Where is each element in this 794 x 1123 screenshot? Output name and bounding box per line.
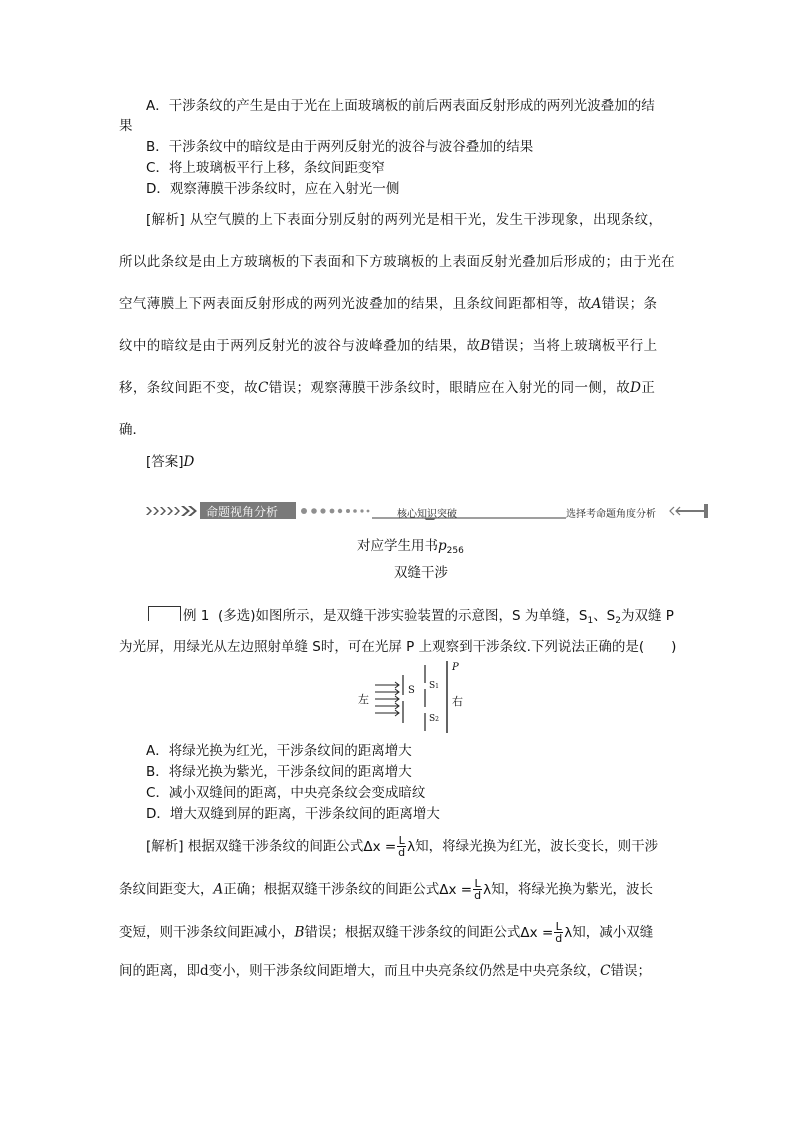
analysis-text: 知，将绿光换为红光，波长变长，则干涉 [415, 838, 659, 855]
option-c-prev [146, 160, 385, 176]
analysis-line-5 [119, 380, 655, 396]
option-a-prev-cont: 果 [119, 118, 133, 134]
analysis2-line-2 [119, 878, 653, 901]
option-letter: B [146, 139, 156, 155]
fraction-numerator: L [555, 920, 562, 933]
analysis-tag: [解析] [146, 838, 184, 855]
example-text: (多选)如图所示，是双缝干涉实验装置的示意图，S 为单缝，S [217, 608, 588, 624]
example-label: 例 1 [183, 608, 210, 624]
chevron-arrows-icon [146, 506, 197, 516]
option-letter: B [146, 764, 156, 780]
option-letter: D [146, 181, 157, 197]
option-a [146, 743, 412, 759]
formula-fraction [473, 878, 482, 901]
analysis-tag: [解析] [146, 212, 186, 228]
example-bracket [148, 606, 181, 621]
formula-lambda: λ [407, 838, 416, 855]
book-reference [357, 538, 464, 559]
option-ref: A [591, 296, 602, 312]
fraction-denominator: d [474, 889, 482, 902]
example-line-1 [183, 608, 674, 629]
page-prefix: p [438, 538, 447, 554]
label-s2-sub: 2 [435, 716, 439, 723]
label-p: P [452, 662, 459, 673]
option-text: ．将绿光换为红光，干涉条纹间的距离增大 [155, 743, 412, 759]
label-right: 右 [452, 695, 463, 708]
label-s2-main: S [429, 714, 436, 724]
option-letter: A [146, 98, 156, 114]
option-ref: A [213, 881, 224, 898]
label-s1-sub: 1 [435, 683, 439, 690]
option-letter: C [146, 785, 156, 801]
page-number: 256 [446, 546, 464, 556]
analysis-text: 间的距离，即 [119, 963, 200, 979]
answer-tag: [答案] [146, 454, 184, 470]
option-ref: C [600, 963, 611, 979]
banner-left-label: 命题视角分析 [206, 505, 279, 519]
analysis-text: 错误；观察薄膜干涉条纹时，眼睛应在入射光的同一侧，故 [268, 380, 631, 396]
light-rays [375, 682, 399, 716]
analysis-line-1 [146, 212, 662, 228]
analysis-text: 空气薄膜上下两表面反射形成的两列光波叠加的结果，且条纹间距都相等，故 [119, 296, 592, 312]
analysis-line-6: 确． [119, 422, 146, 438]
fraction-numerator: L [398, 834, 405, 847]
reference-text: 对应学生用书 [357, 538, 438, 554]
subscript: 1 [587, 616, 594, 626]
analysis2-line-3 [119, 921, 653, 944]
answer-value: D [183, 454, 195, 470]
analysis-line-2: 所以此条纹是由上方玻璃板的下表面和下方玻璃板的上表面反射光叠加后形成的；由于光在 [119, 254, 675, 270]
option-b [146, 764, 412, 780]
answer-line [146, 454, 194, 470]
analysis-text: 移，条纹间距不变，故 [119, 380, 258, 396]
fraction-denominator: d [398, 846, 406, 859]
variable-d: d [200, 963, 209, 979]
formula-fraction [397, 835, 406, 858]
label-s1-main: S [429, 681, 436, 691]
label-s: S [408, 685, 415, 696]
analysis-text: 纹中的暗纹是由于两列反射光的波谷与波峰叠加的结果，故 [119, 338, 481, 354]
dots-decoration [301, 508, 369, 514]
analysis-text: 知，减小双缝 [572, 924, 654, 941]
option-text: ．减小双缝间的距离，中央亮条纹会变成暗纹 [155, 785, 426, 801]
analysis-text: 根据双缝干涉条纹的间距公式 [187, 838, 364, 855]
option-d-prev [146, 181, 399, 197]
fraction-numerator: L [474, 877, 481, 890]
analysis-text: 正 [641, 380, 656, 396]
option-ref: B [294, 924, 305, 941]
option-b-prev [146, 139, 533, 155]
option-d [146, 806, 440, 822]
section-title: 双缝干涉 [394, 565, 448, 581]
spacing-formula [520, 920, 573, 945]
analysis2-line-4 [119, 963, 651, 979]
option-text: ．干涉条纹中的暗纹是由于两列反射光的波谷与波谷叠加的结果 [155, 139, 534, 155]
option-ref: D [630, 380, 642, 396]
formula-lhs: Δx = [520, 924, 554, 941]
example-text: 为双缝 P [621, 608, 674, 624]
analysis-text: 错误；根据双缝干涉条纹的间距公式 [304, 924, 521, 941]
double-slit-diagram [355, 661, 475, 733]
option-c [146, 785, 425, 801]
example-line-2: 为光屏，用绿光从左边照射单缝 S时，可在光屏 P 上观察到干涉条纹.下列说法正确的是( ) [119, 639, 677, 655]
analysis2-line-1 [146, 835, 658, 858]
analysis-line-4 [119, 338, 658, 354]
analysis-text: 错误；条 [601, 296, 658, 312]
analysis-text: 知，将绿光换为紫光，波长 [491, 881, 654, 898]
banner-right-label: 选择考命题角度分析 [566, 509, 656, 520]
formula-fraction [554, 921, 563, 944]
analysis-text: 从空气膜的上下表面分别反射的两列光是相干光，发生干涉现象，出现条纹， [189, 212, 663, 228]
spacing-formula [439, 877, 492, 902]
option-text: ．观察薄膜干涉条纹时，应在入射光一侧 [156, 181, 400, 197]
label-left: 左 [358, 693, 369, 706]
option-ref: C [258, 380, 269, 396]
label-s1 [429, 681, 439, 691]
section-banner [146, 502, 708, 520]
option-text: ．干涉条纹的产生是由于光在上面玻璃板的前后两表面反射形成的两列光波叠加的结 [155, 98, 655, 114]
analysis-text: 条纹间距变大， [119, 881, 214, 898]
option-text: ．增大双缝到屏的距离，干涉条纹间的距离增大 [156, 806, 440, 822]
option-ref: B [480, 338, 491, 354]
option-letter: C [146, 160, 156, 176]
formula-lambda: λ [483, 881, 492, 898]
option-text: ．将绿光换为紫光，干涉条纹间的距离增大 [155, 764, 412, 780]
option-letter: A [146, 743, 156, 759]
analysis-text: 正确；根据双缝干涉条纹的间距公式 [223, 881, 440, 898]
fraction-denominator: d [555, 932, 563, 945]
analysis-text: 错误； [610, 963, 651, 979]
formula-lhs: Δx = [439, 881, 473, 898]
banner-center-label: 核心知识突破 [397, 509, 457, 520]
option-letter: D [146, 806, 157, 822]
subscript: 2 [615, 616, 621, 626]
option-text: ．将上玻璃板平行上移，条纹间距变窄 [155, 160, 385, 176]
example-text: 、S [593, 608, 616, 624]
analysis-text: 变短，则干涉条纹间距减小， [119, 924, 295, 941]
analysis-text: 变小，则干涉条纹间距增大，而且中央亮条纹仍然是中央亮条纹， [208, 963, 601, 979]
formula-lhs: Δx = [363, 838, 397, 855]
spacing-formula [363, 834, 416, 859]
option-a-prev [146, 98, 655, 114]
analysis-line-3 [119, 296, 657, 312]
formula-lambda: λ [564, 924, 573, 941]
label-s2 [429, 714, 439, 724]
analysis-text: 错误；当将上玻璃板平行上 [490, 338, 658, 354]
